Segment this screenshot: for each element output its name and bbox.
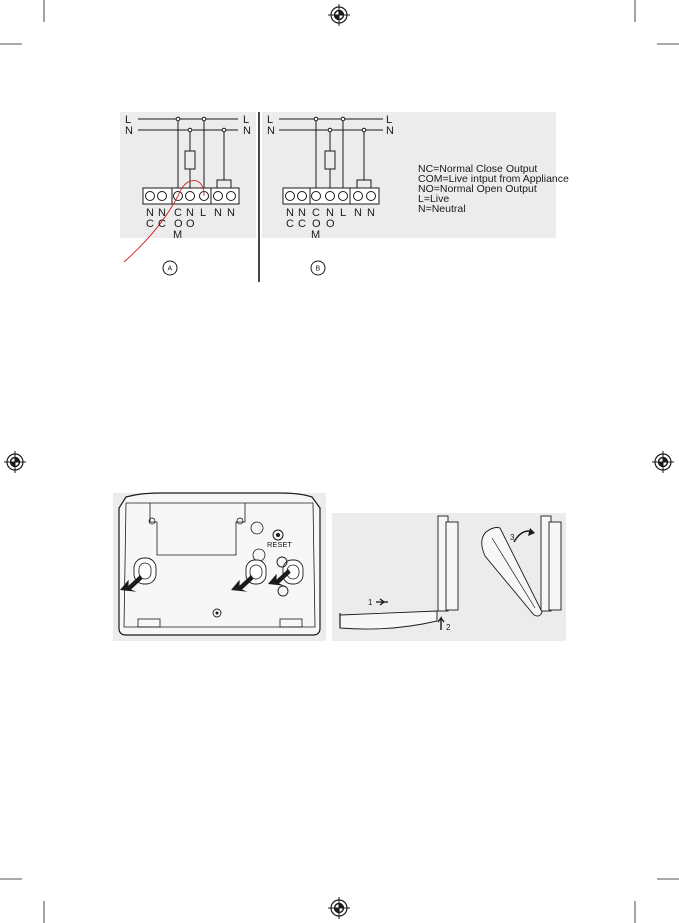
svg-text:L: L bbox=[200, 207, 207, 219]
svg-text:N: N bbox=[227, 207, 235, 219]
line-label: L bbox=[386, 114, 393, 126]
svg-text:O: O bbox=[312, 218, 321, 230]
svg-text:N: N bbox=[158, 207, 166, 219]
svg-text:N: N bbox=[367, 207, 375, 219]
neutral-label: N bbox=[386, 125, 394, 137]
svg-text:N: N bbox=[214, 207, 222, 219]
legend-item: NC=Normal Close Output bbox=[418, 163, 538, 175]
line-label: L bbox=[243, 114, 250, 126]
registration-mark-icon bbox=[328, 4, 350, 26]
svg-text:O: O bbox=[326, 218, 335, 230]
neutral-label: N bbox=[125, 125, 133, 137]
svg-text:C: C bbox=[158, 218, 166, 230]
svg-text:L: L bbox=[340, 207, 347, 219]
reset-label: RESET bbox=[267, 540, 293, 549]
registration-mark-icon bbox=[328, 897, 350, 919]
diagram-a-badge-label: A bbox=[167, 265, 173, 273]
line-label: L bbox=[267, 114, 274, 126]
line-label: L bbox=[125, 114, 132, 126]
neutral-label: N bbox=[243, 125, 251, 137]
svg-text:M: M bbox=[311, 229, 321, 241]
svg-text:N: N bbox=[326, 207, 334, 219]
svg-text:N: N bbox=[354, 207, 362, 219]
svg-text:N: N bbox=[186, 207, 194, 219]
diagram-b-badge-label: B bbox=[315, 265, 321, 273]
svg-text:C: C bbox=[298, 218, 306, 230]
svg-text:C: C bbox=[286, 218, 294, 230]
svg-text:N: N bbox=[286, 207, 294, 219]
registration-mark-icon bbox=[4, 451, 26, 473]
svg-text:O: O bbox=[186, 218, 195, 230]
svg-text:C: C bbox=[174, 207, 182, 219]
back-plate-illustration bbox=[113, 493, 326, 641]
neutral-label: N bbox=[267, 125, 275, 137]
svg-text:N: N bbox=[298, 207, 306, 219]
registration-mark-icon bbox=[652, 451, 674, 473]
svg-text:C: C bbox=[146, 218, 154, 230]
legend-item: COM=Live intput from Appliance bbox=[418, 173, 569, 185]
svg-text:N: N bbox=[146, 207, 154, 219]
svg-text:M: M bbox=[173, 229, 183, 241]
svg-text:C: C bbox=[312, 207, 320, 219]
legend-item: NO=Normal Open Output bbox=[418, 183, 537, 195]
step-3-label: 3 bbox=[510, 533, 515, 542]
legend-item: L=Live bbox=[418, 193, 450, 205]
legend-item: N=Neutral bbox=[418, 203, 466, 215]
svg-text:O: O bbox=[174, 218, 183, 230]
step-1-label: 1 bbox=[368, 598, 373, 607]
step-2-label: 2 bbox=[446, 623, 451, 632]
